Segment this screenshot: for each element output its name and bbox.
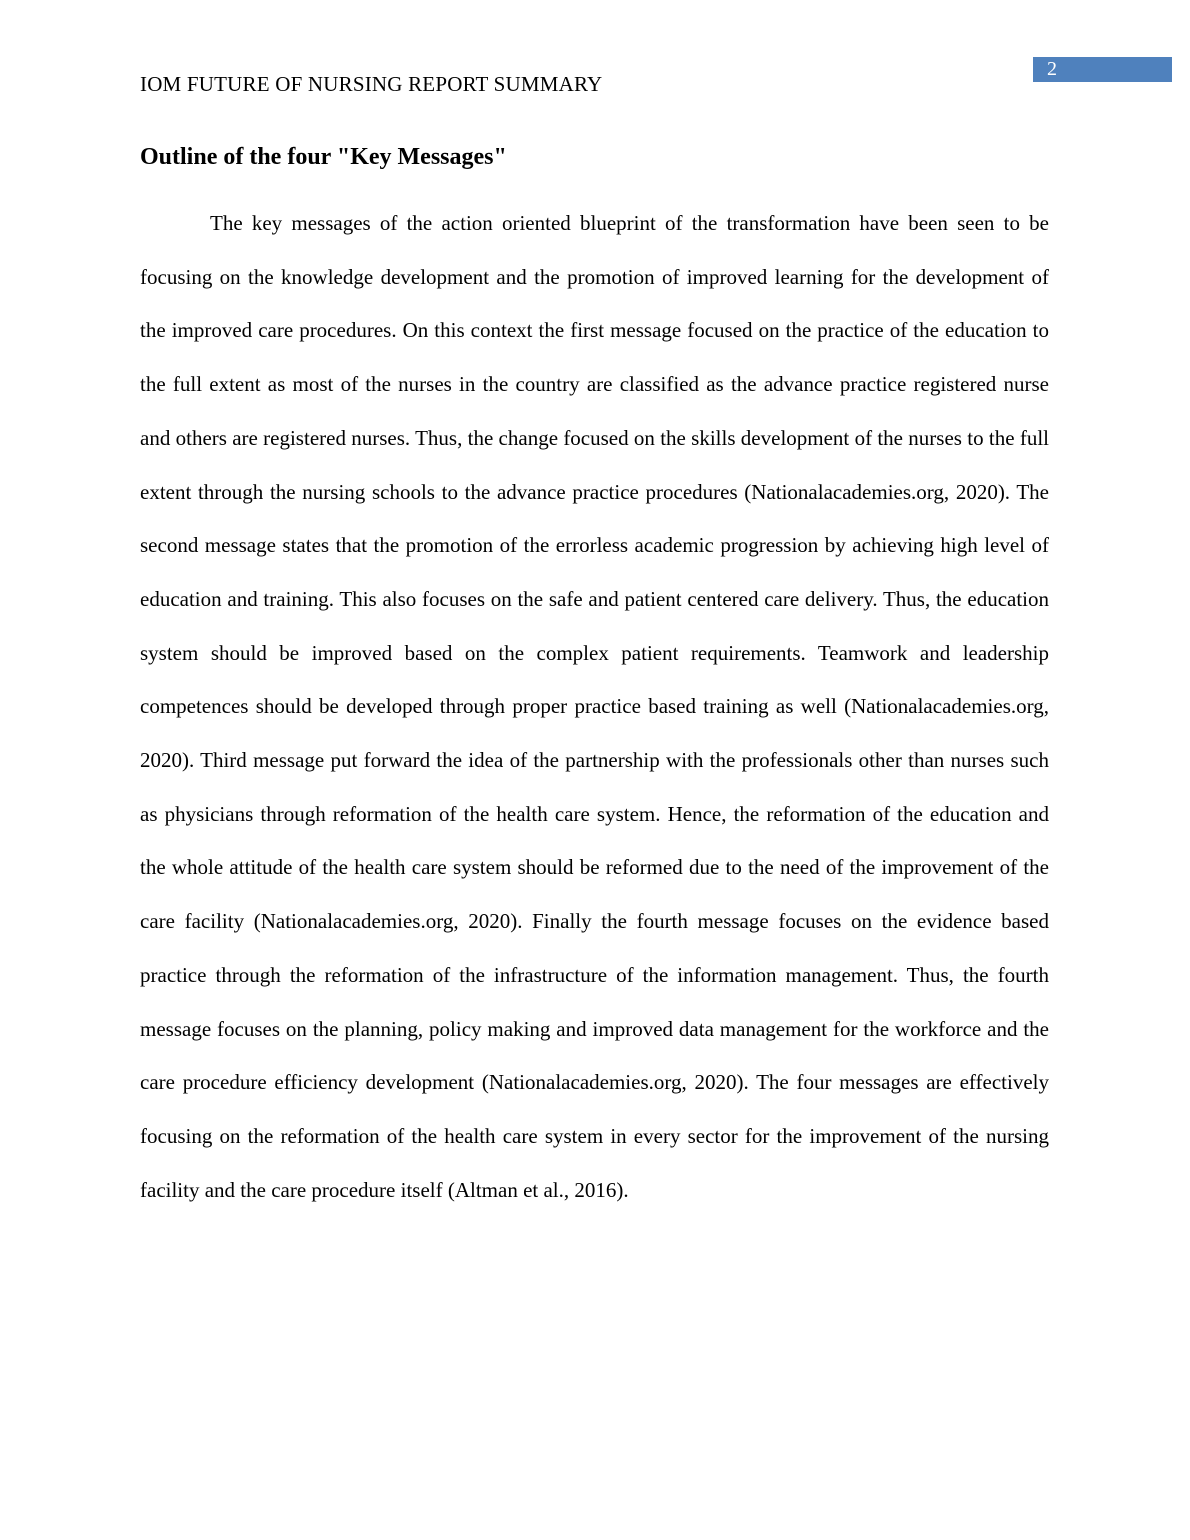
section-heading: Outline of the four "Key Messages" (140, 144, 507, 170)
running-head: IOM FUTURE OF NURSING REPORT SUMMARY (140, 72, 603, 96)
body-paragraph: The key messages of the action oriented blueprint of the transformation have been seen to be focusing on the knowledge development and the promotion of improved learning for the development of the improved care procedures. On this context the first message focused on the practice of the education to the full extent as most of the nurses in the country are classified as the advance practice registered nurse and others are registered nurses. Thus, the change focused on the skills development of the nurses to the full extent through the nursing schools to the advance practice procedures (Nationalacademies.org, 2020). The second message states that the promotion of the errorless academic progression by achieving high level of education and training. This also focuses on the safe and patient centered care delivery. Thus, the education system should be improved based on the complex patient requirements. Teamwork and leadership competences should be developed through proper practice based training as well (Nationalacademies.org, 2020). Third message put forward the idea of the partnership with the professionals other than nurses such as physicians through reformation of the health care system. Hence, the reformation of the education and the whole attitude of the health care system should be reformed due to the need of the improvement of the care facility (Nationalacademies.org, 2020). Finally the fourth message focuses on the evidence based practice through the reformation of the infrastructure of the information management. Thus, the fourth message focuses on the planning, policy making and improved data management for the workforce and the care procedure efficiency development (Nationalacademies.org, 2020). The four messages are effectively focusing on the reformation of the health care system in every sector for the improvement of the nursing facility and the care procedure itself (Altman et al., 2016). (140, 211, 1049, 1202)
page-number: 2 (1047, 58, 1057, 80)
page-number-badge (1033, 57, 1172, 82)
